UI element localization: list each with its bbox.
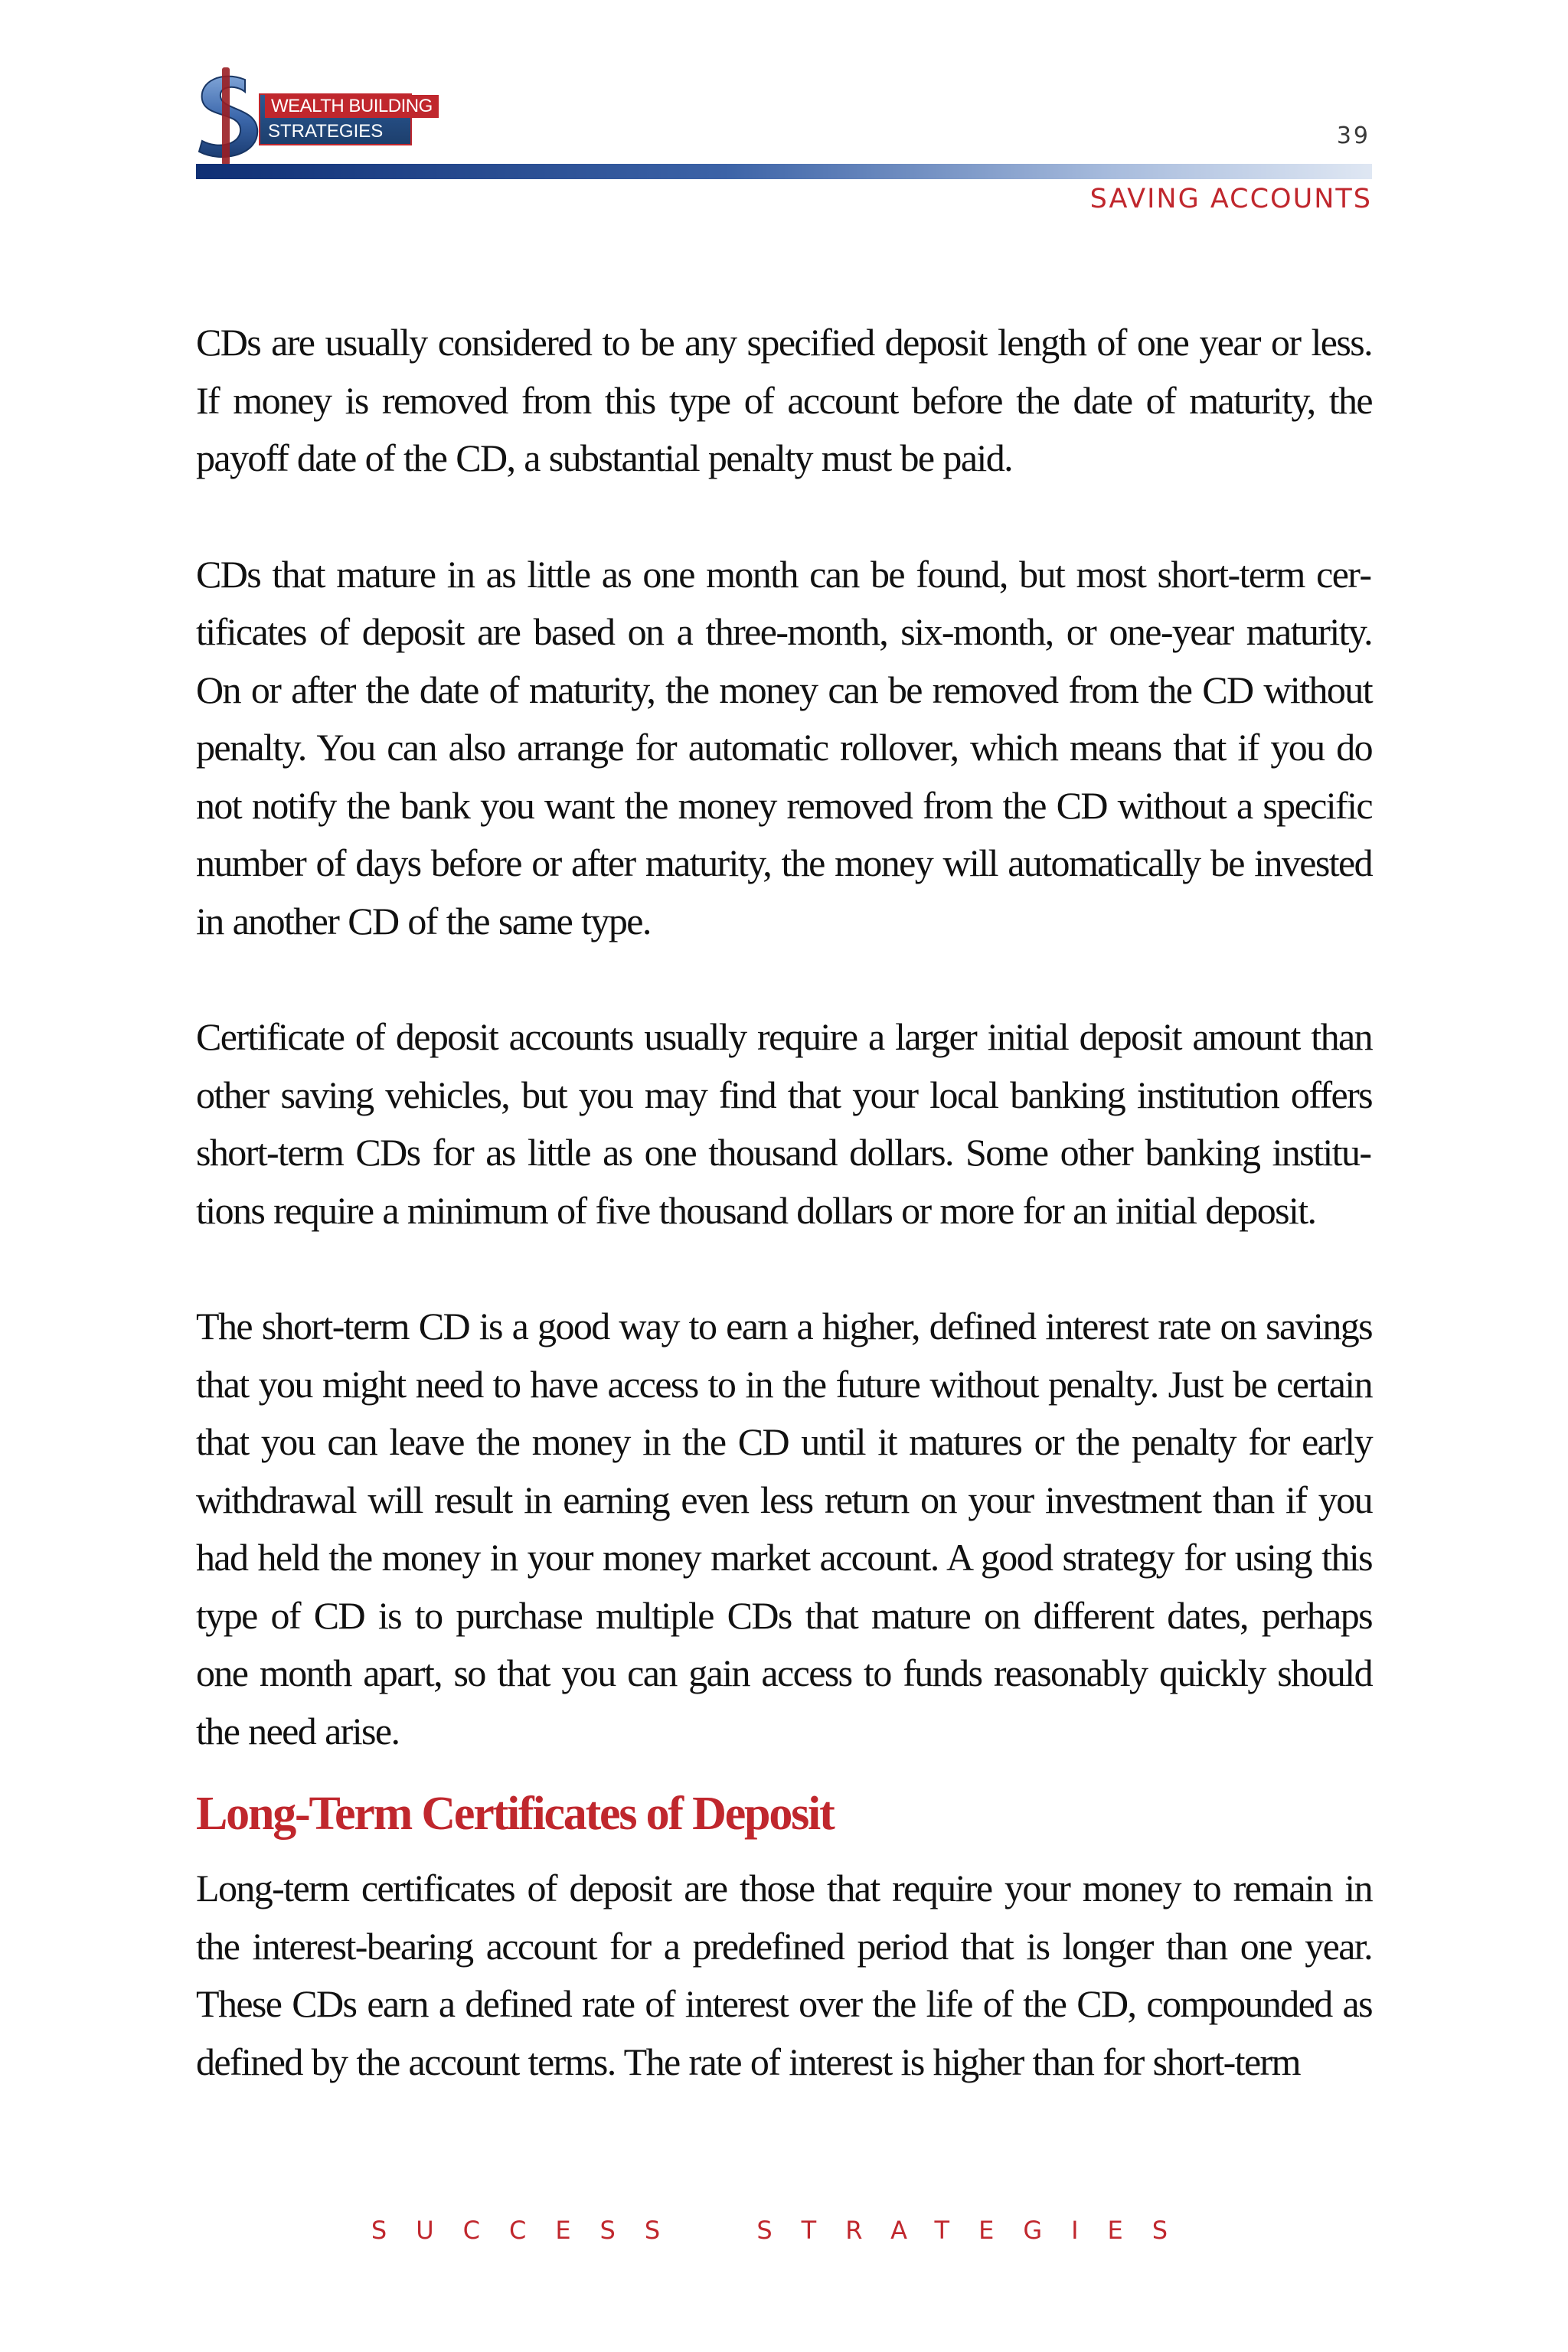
body-paragraph: Certificate of deposit accounts usually require a larger initial deposit amount than other saving vehicles, but you may find that your local banking institution offers short-term CDs for as little as one thousand dollars. Some other banking institutions require a minimum of five thousand dollars or more for an initial deposit. [196, 1015, 1372, 1232]
page-number: 39 [1336, 122, 1370, 149]
logo-text-top: WEALTH BUILDING [265, 95, 439, 118]
running-section-title: SAVING ACCOUNTS [1089, 184, 1372, 214]
subheading-long-term-cds: Long-Term Certificates of Deposit [196, 1788, 834, 1840]
header-rule [196, 164, 1372, 179]
running-footer: SUCCESS STRATEGIES [371, 2216, 1197, 2245]
wealth-building-strategies-logo [191, 63, 433, 170]
logo-text-bottom: STRATEGIES [268, 121, 384, 142]
body-paragraph: CDs that mature in as little as one month can be found, but most short-term certificates of deposit are based on a three-month, six-month, or one-year maturity. On or after the date of maturity, the money can be removed from the CD without penalty. You can also arrange for automatic rollover, which means that if you do not notify the bank you want the money removed from the CD without a specific number of days before or after maturity, the money will automatically be invested in another CD of the same type. [196, 552, 1372, 942]
page-body [196, 314, 1372, 2149]
body-paragraph: CDs are usually considered to be any specified deposit length of one year or less. If money is removed from this type of account before the date of maturity, the payoff date of the CD, a substantial penalty must be paid. [196, 321, 1372, 479]
body-paragraph: The short-term CD is a good way to earn a higher, defined interest rate on savings that you might need to have access to in the future without penalty. Just be certain that you can leave the money in the CD until it matures or the penalty for early withdrawal will result in earning even less return on your investment than if you had held the money in your money market account. A good strategy for using this type of CD is to purchase multiple CDs that mature on different dates, perhaps one month apart, so that you can gain access to funds reasonably quickly should the need arise. [196, 1305, 1372, 1753]
body-paragraph: Long-term certificates of deposit are those that require your money to remain in the interest-bearing account for a predefined period that is longer than one year. These CDs earn a defined rate of interest over the life of the CD, compounded as defined by the account terms. The rate of interest is higher than for short-term [196, 1867, 1372, 2083]
